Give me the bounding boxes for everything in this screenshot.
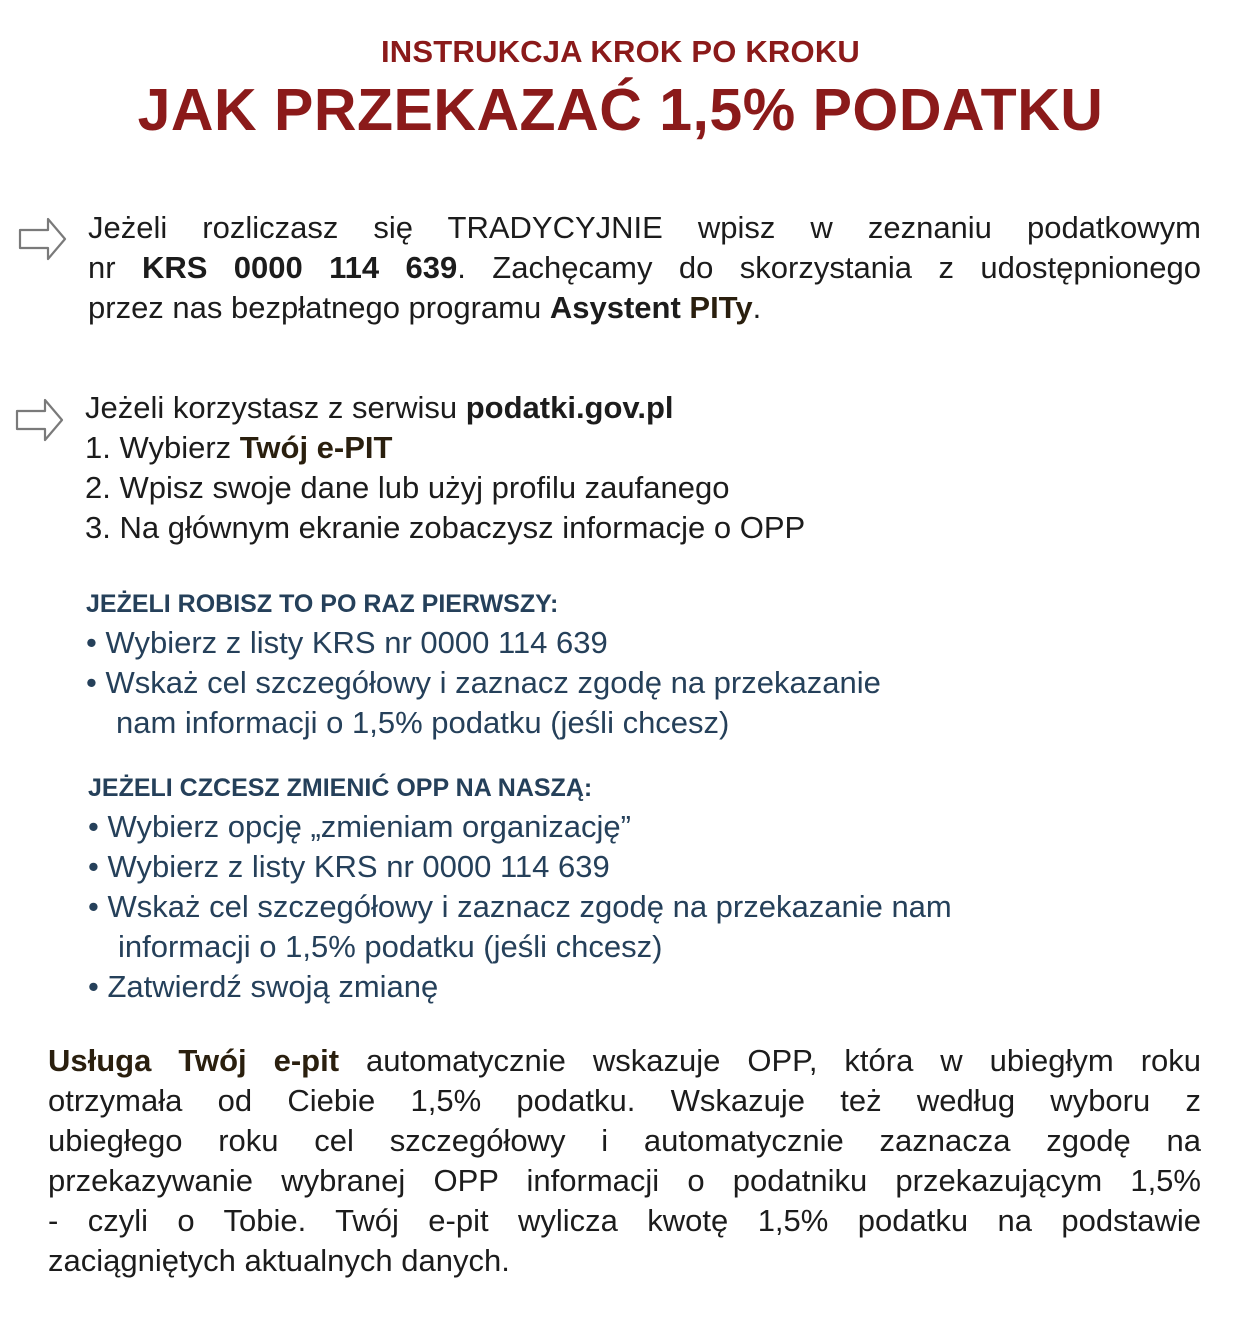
- right-arrow-icon: [15, 396, 65, 444]
- list-item: • Wybierz opcję „zmieniam organizację”: [88, 809, 631, 844]
- change-opp-heading: JEŻELI CZCESZ ZMIENIĆ OPP NA NASZĄ:: [88, 774, 593, 802]
- traditional-section: [88, 208, 1201, 328]
- krs-number: KRS 0000 114 639: [141, 250, 458, 285]
- page-subtitle: INSTRUKCJA KROK PO KROKU: [380, 34, 860, 69]
- list-item: • Wybierz z listy KRS nr 0000 114 639: [86, 625, 608, 660]
- traditional-line-3: przez nas bezpłatnego programu Asystent PITy.: [88, 290, 762, 325]
- right-arrow-icon: [18, 215, 68, 263]
- footer-line-1: Usługa Twój e-pit automatycznie wskazuje OPP, która w ubiegłym roku: [48, 1043, 1202, 1078]
- footer-line-3: ubiegłego roku cel szczegółowy i automatycznie zaznacza zgodę na: [48, 1123, 1201, 1158]
- online-section: [85, 388, 1185, 548]
- first-time-list: [86, 623, 1186, 743]
- online-step-2: 2. Wpisz swoje dane lub użyj profilu zaufanego: [85, 470, 730, 505]
- footer-line-5: - czyli o Tobie. Twój e-pit wylicza kwotę 1,5% podatku na podstawie: [48, 1203, 1201, 1238]
- footer-line-6: zaciągniętych aktualnych danych.: [48, 1243, 510, 1278]
- program-name: Asystent PITy: [549, 290, 753, 325]
- online-step-3: 3. Na głównym ekranie zobaczysz informacje o OPP: [85, 510, 806, 545]
- traditional-line-1: Jeżeli rozliczasz się TRADYCYJNIE wpisz w zeznaniu podatkowym: [88, 210, 1201, 245]
- list-item-continuation: nam informacji o 1,5% podatku (jeśli chcesz): [116, 705, 730, 740]
- change-opp-list: [88, 807, 1188, 1007]
- site-name: podatki.gov.pl: [465, 390, 674, 425]
- footer-paragraph: [48, 1041, 1201, 1281]
- footer-line-2: otrzymała od Ciebie 1,5% podatku. Wskazuje też według wyboru z: [48, 1083, 1201, 1118]
- list-item: • Wskaż cel szczegółowy i zaznacz zgodę na przekazanie nam: [88, 889, 952, 924]
- list-item-continuation: informacji o 1,5% podatku (jeśli chcesz): [118, 929, 663, 964]
- online-step-1: 1. Wybierz Twój e-PIT: [85, 430, 393, 465]
- first-time-heading: JEŻELI ROBISZ TO PO RAZ PIERWSZY:: [86, 590, 559, 618]
- list-item: • Zatwierdź swoją zmianę: [88, 969, 439, 1004]
- twoj-epit-label: Twój e-PIT: [239, 430, 393, 465]
- online-intro: Jeżeli korzystasz z serwisu podatki.gov.pl: [85, 390, 674, 425]
- list-item: • Wskaż cel szczegółowy i zaznacz zgodę na przekazanie: [86, 665, 881, 700]
- footer-line-4: przekazywanie wybranej OPP informacji o podatniku przekazującym 1,5%: [48, 1163, 1201, 1198]
- page-title: JAK PRZEKAZAĆ 1,5% PODATKU: [137, 77, 1104, 143]
- footer-bold-lead: Usługa Twój e-pit: [48, 1043, 340, 1078]
- list-item: • Wybierz z listy KRS nr 0000 114 639: [88, 849, 610, 884]
- traditional-line-2: nr KRS 0000 114 639. Zachęcamy do skorzystania z udostępnionego: [88, 250, 1201, 285]
